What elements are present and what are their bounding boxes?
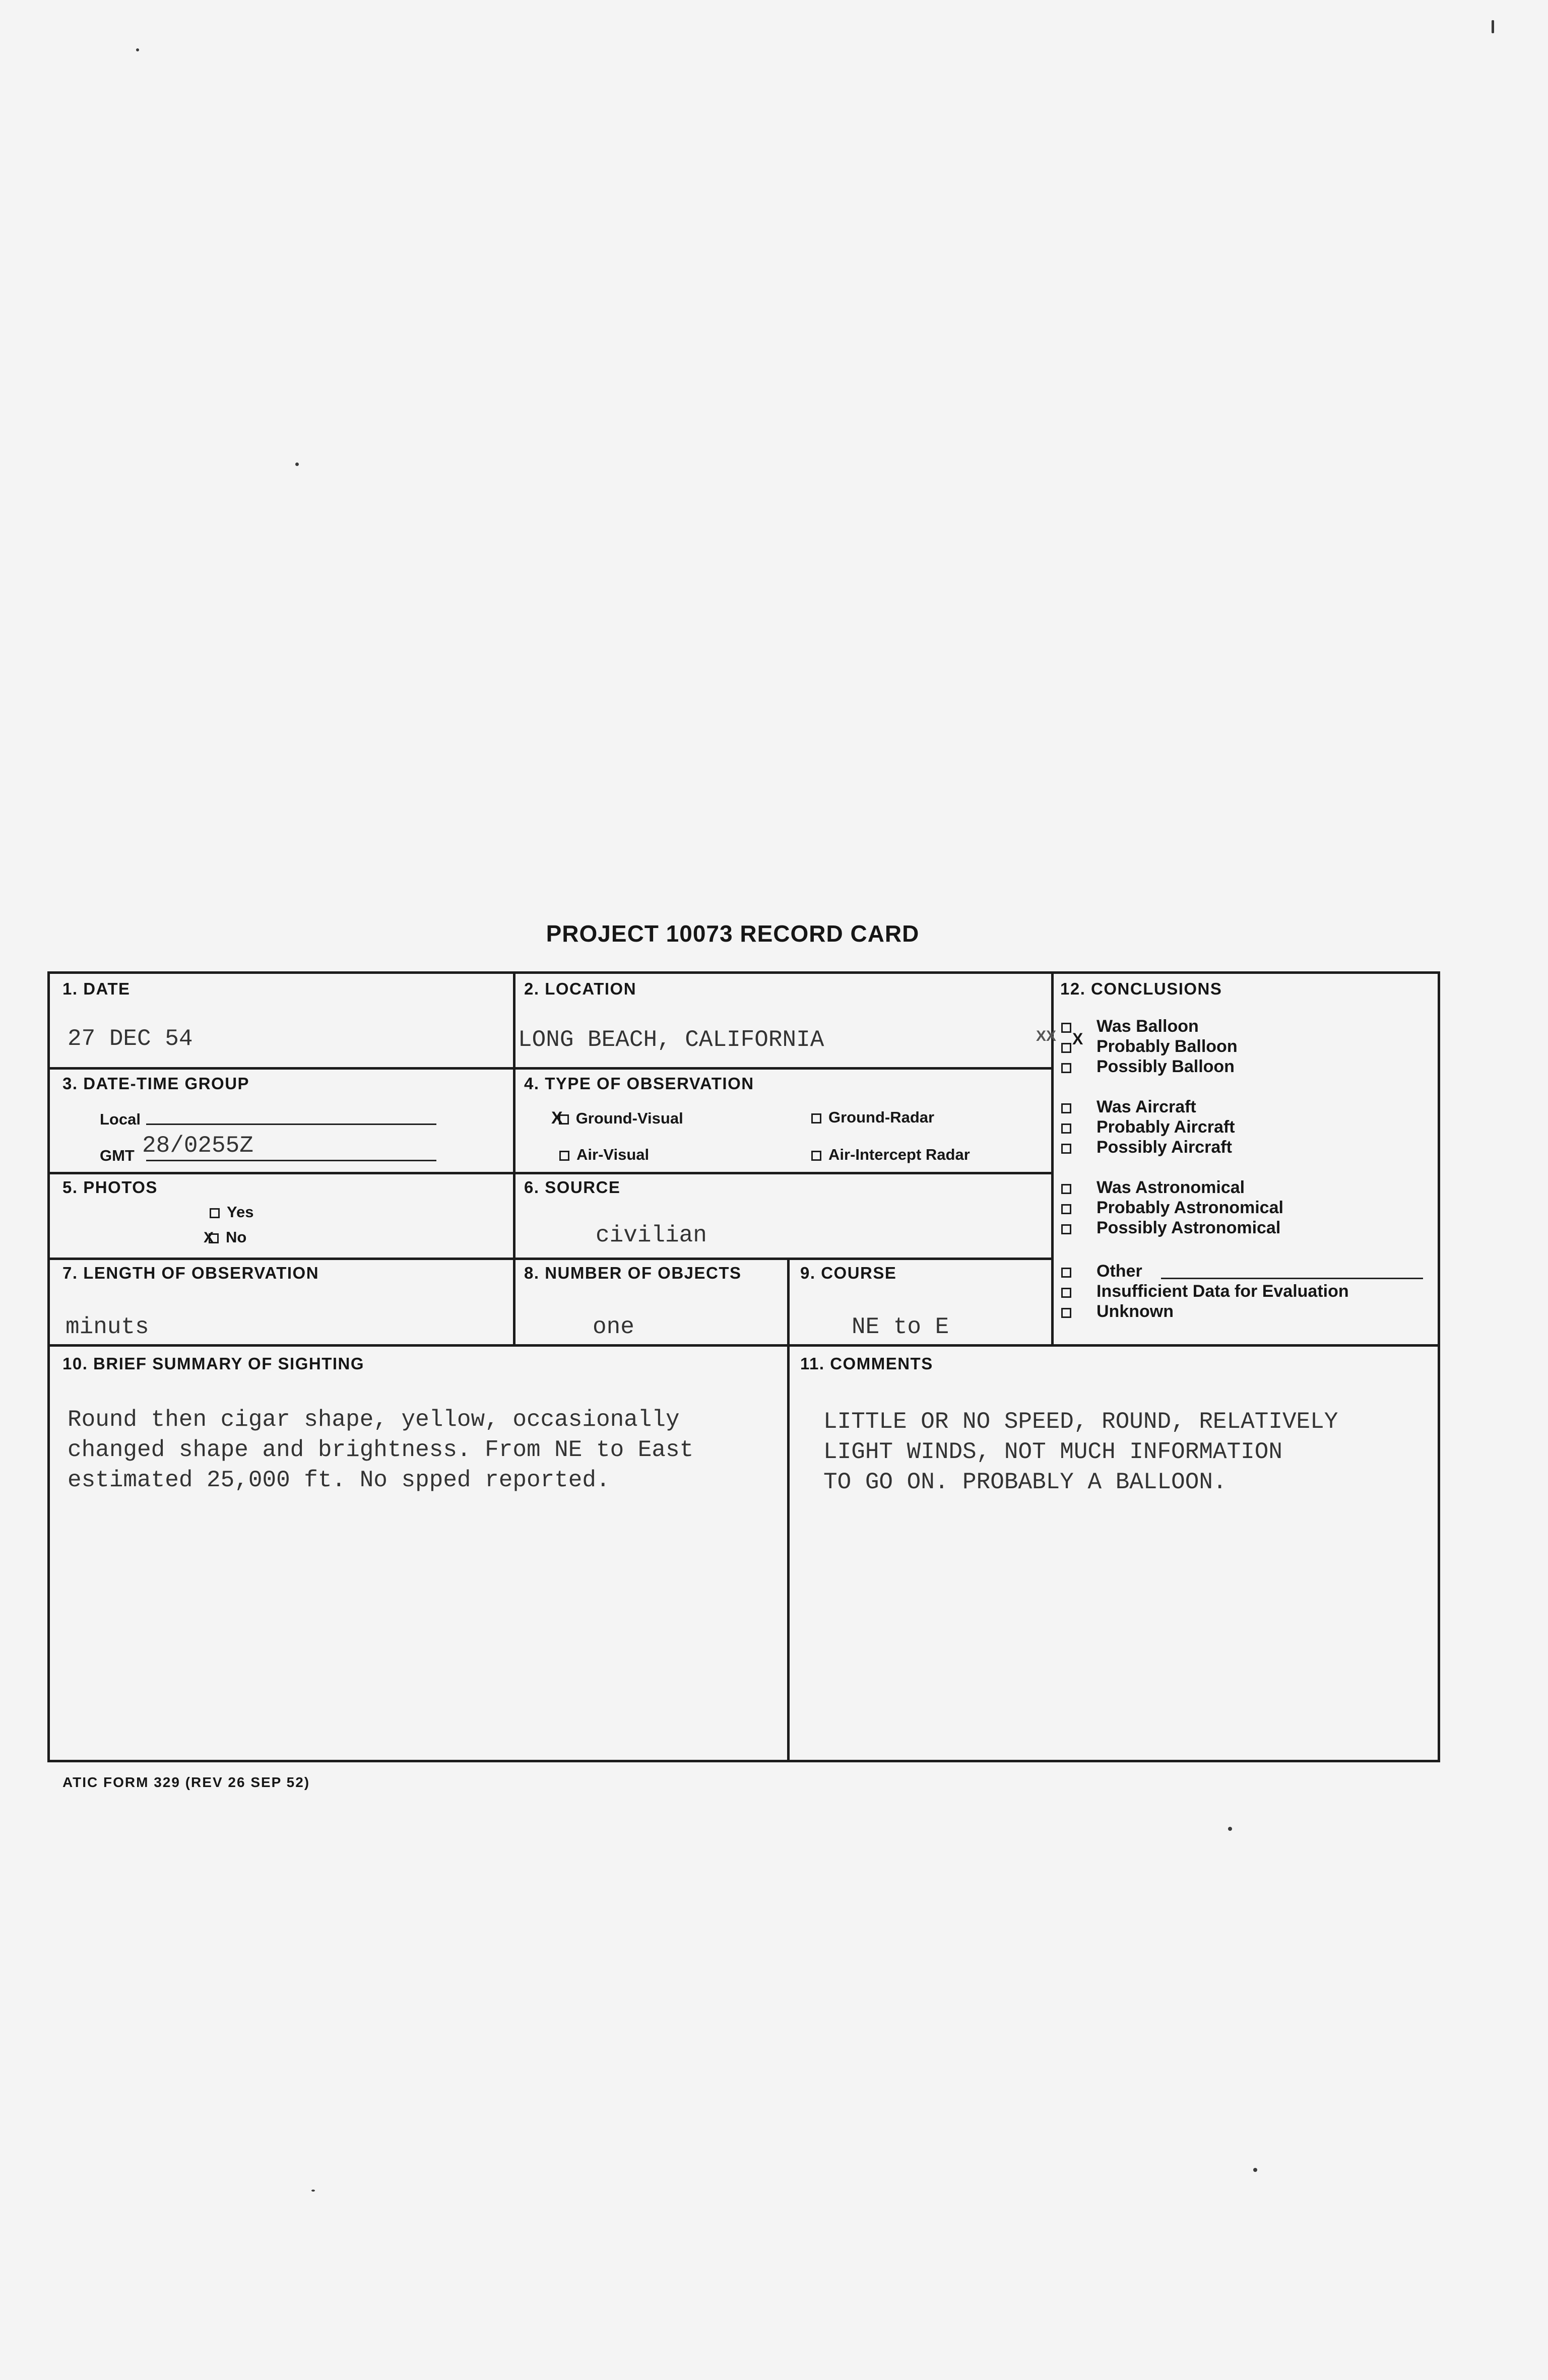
number-of-objects-label: 8. NUMBER OF OBJECTS — [524, 1264, 742, 1282]
checkbox-icon — [1061, 1043, 1071, 1053]
date-label: 1. DATE — [62, 979, 131, 998]
checkbox-icon — [1061, 1184, 1071, 1194]
air-visual-text: Air-Visual — [576, 1146, 650, 1163]
conclusion-possibly-balloon: Possibly Balloon — [1061, 1057, 1235, 1076]
photos-no-text: No — [226, 1228, 247, 1246]
date-time-group-label: 3. DATE-TIME GROUP — [62, 1074, 250, 1093]
grid-line — [47, 1344, 1440, 1347]
photos-no-checkmark: X — [204, 1229, 214, 1246]
checkbox-icon — [1061, 1144, 1071, 1154]
gmt-value: 28/0255Z — [142, 1133, 253, 1159]
ground-visual-text: Ground-Visual — [575, 1109, 683, 1127]
paper-speck — [1492, 20, 1494, 33]
conclusion-probably-balloon: Probably Balloon — [1061, 1037, 1238, 1056]
conclusion-was-balloon: Was Balloon — [1061, 1017, 1199, 1036]
brief-summary-text: Round then cigar shape, yellow, occasionally changed shape and brightness. From NE to East estimated 25,000 ft. No spped reported. — [68, 1407, 694, 1493]
type-of-observation-label: 4. TYPE OF OBSERVATION — [524, 1074, 754, 1093]
photos-yes-text: Yes — [227, 1203, 254, 1221]
checkbox-icon — [210, 1208, 220, 1218]
paper-speck — [1253, 2168, 1257, 2172]
grid-line — [47, 1258, 1054, 1260]
checkbox-icon — [559, 1151, 569, 1161]
card-title: PROJECT 10073 RECORD CARD — [546, 920, 920, 947]
location-label: 2. LOCATION — [524, 979, 637, 998]
record-card — [47, 971, 1440, 1762]
form-number-footer: ATIC FORM 329 (REV 26 SEP 52) — [62, 1774, 310, 1790]
location-value: LONG BEACH, CALIFORNIA — [518, 1027, 824, 1053]
photos-yes-option — [210, 1203, 253, 1221]
probably-balloon-checkmark: X — [1072, 1030, 1083, 1048]
air-intercept-radar-option — [811, 1146, 970, 1164]
ground-visual-option — [551, 1108, 683, 1128]
source-label: 6. SOURCE — [524, 1178, 621, 1197]
source-value: civilian — [596, 1222, 707, 1248]
air-intercept-radar-text: Air-Intercept Radar — [828, 1146, 970, 1163]
gmt-underline — [146, 1160, 436, 1161]
card-border-left — [47, 971, 50, 1762]
grid-line — [1051, 971, 1054, 1344]
grid-line — [513, 971, 515, 1344]
conclusion-other: Other — [1061, 1262, 1142, 1281]
conclusion-insufficient-data: Insufficient Data for Evaluation — [1061, 1282, 1349, 1301]
conclusion-was-astronomical: Was Astronomical — [1061, 1178, 1245, 1197]
checkbox-icon — [811, 1151, 821, 1161]
conclusion-was-aircraft: Was Aircraft — [1061, 1097, 1196, 1116]
gmt-label: GMT — [100, 1147, 135, 1164]
conclusion-probably-aircraft: Probably Aircraft — [1061, 1117, 1235, 1137]
paper-speck — [295, 462, 299, 466]
photos-label: 5. PHOTOS — [62, 1178, 158, 1197]
length-of-observation-value: minuts — [66, 1314, 149, 1340]
checkbox-icon — [1061, 1288, 1071, 1298]
location-margin-mark: XX — [1036, 1028, 1057, 1044]
checkbox-icon — [1061, 1103, 1071, 1113]
course-label: 9. COURSE — [800, 1264, 897, 1282]
card-border-right — [1438, 971, 1440, 1762]
checkbox-icon — [1061, 1204, 1071, 1214]
ground-radar-text: Ground-Radar — [828, 1108, 935, 1126]
air-visual-option — [559, 1146, 649, 1164]
paper-speck — [1228, 1827, 1232, 1831]
ground-radar-option — [811, 1108, 934, 1127]
checkbox-icon — [1061, 1063, 1071, 1073]
comments-text: LITTLE OR NO SPEED, ROUND, RELATIVELY LIGHT WINDS, NOT MUCH INFORMATION TO GO ON. PROBABLY A BALLOON. — [823, 1409, 1338, 1495]
conclusion-probably-astronomical: Probably Astronomical — [1061, 1198, 1283, 1217]
grid-line — [47, 1067, 1054, 1070]
conclusion-unknown: Unknown — [1061, 1302, 1174, 1321]
checkbox-icon — [1061, 1268, 1071, 1278]
local-underline — [146, 1123, 436, 1125]
card-border-top — [47, 971, 1440, 974]
checkbox-icon — [1061, 1023, 1071, 1033]
grid-line — [787, 1260, 790, 1762]
checkbox-icon — [1061, 1224, 1071, 1234]
course-value: NE to E — [852, 1314, 949, 1340]
brief-summary-label: 10. BRIEF SUMMARY OF SIGHTING — [62, 1354, 365, 1373]
comments-label: 11. COMMENTS — [800, 1354, 933, 1373]
checkbox-icon — [1061, 1308, 1071, 1318]
length-of-observation-label: 7. LENGTH OF OBSERVATION — [62, 1264, 319, 1282]
checkbox-icon — [1061, 1123, 1071, 1134]
date-value: 27 DEC 54 — [68, 1026, 193, 1052]
paper-speck — [136, 48, 139, 51]
grid-line — [47, 1172, 1054, 1174]
local-label: Local — [100, 1110, 141, 1128]
other-underline — [1161, 1278, 1423, 1279]
ground-visual-checkmark: X — [551, 1108, 563, 1128]
conclusion-possibly-aircraft: Possibly Aircraft — [1061, 1138, 1232, 1157]
paper-speck — [311, 2190, 315, 2192]
conclusions-label: 12. CONCLUSIONS — [1060, 979, 1222, 998]
checkbox-icon — [811, 1113, 821, 1123]
conclusion-possibly-astronomical: Possibly Astronomical — [1061, 1218, 1280, 1237]
number-of-objects-value: one — [593, 1314, 634, 1340]
card-border-bottom — [47, 1760, 1440, 1762]
photos-no-option — [204, 1228, 246, 1246]
